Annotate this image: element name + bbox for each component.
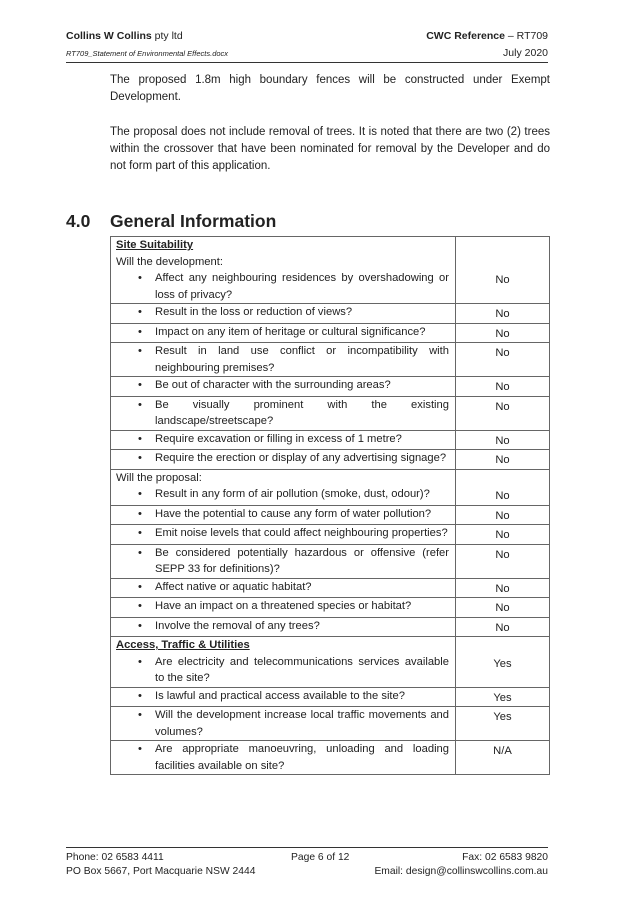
question-text: Result in any form of air pollution (smoke, dust, odour)? — [155, 488, 430, 500]
table-row — [111, 505, 550, 525]
question-cell — [111, 707, 456, 741]
company-name: Collins W Collins pty ltd — [66, 30, 183, 42]
bullet-icon: • — [138, 452, 142, 464]
table-row — [111, 237, 550, 304]
question-text: Be out of character with the surrounding areas? — [155, 379, 391, 391]
question-text: Emit noise levels that could affect neighbouring properties? — [155, 527, 448, 539]
question-cell — [111, 430, 456, 450]
question-cell — [111, 377, 456, 397]
table-row — [111, 637, 550, 688]
bullet-icon: • — [138, 507, 142, 520]
question-cell — [111, 469, 456, 505]
question-text: Result in the loss or reduction of views? — [155, 306, 353, 318]
document-filename: RT709_Statement of Environmental Effects.docx — [66, 49, 229, 58]
answer-cell: No — [456, 304, 550, 324]
question-cell — [111, 323, 456, 343]
question-cell — [111, 687, 456, 707]
table-row — [111, 377, 550, 397]
footer-email: Email: design@collinswcollins.com.au — [374, 866, 548, 877]
checklist-item — [116, 377, 449, 394]
checklist-item — [116, 304, 449, 321]
question-text: Are appropriate manoeuvring, unloading and loading facilities available on site? — [155, 743, 449, 772]
page-number: Page 6 of 12 — [291, 852, 350, 863]
answer-cell: Yes — [456, 707, 550, 741]
question-cell — [111, 617, 456, 637]
proposal-intro: Will the proposal: — [116, 471, 202, 484]
question-text: Be visually prominent with the existing landscape/streetscape? — [155, 398, 449, 427]
table-row — [111, 323, 550, 343]
table-row — [111, 396, 550, 430]
question-text: Is lawful and practical access available to the site? — [155, 689, 405, 702]
checklist-item — [116, 525, 449, 542]
answer-cell: No — [456, 323, 550, 343]
table-row — [111, 544, 550, 578]
footer-divider — [66, 847, 548, 848]
checklist-item — [116, 545, 449, 578]
question-cell — [111, 525, 456, 545]
question-cell — [111, 343, 456, 377]
bullet-icon: • — [138, 325, 142, 338]
checklist-item — [116, 450, 449, 467]
table-row — [111, 707, 550, 741]
question-text: Involve the removal of any trees? — [155, 619, 320, 632]
table-row — [111, 617, 550, 637]
answer-cell: No — [456, 377, 550, 397]
answer-cell: Yes — [456, 687, 550, 707]
answer-cell: No — [456, 578, 550, 598]
fences-paragraph: The proposed 1.8m high boundary fences will be constructed under Exempt Development. — [110, 74, 550, 103]
bullet-icon: • — [138, 580, 142, 593]
checklist-item — [116, 270, 449, 303]
table-row — [111, 598, 550, 618]
question-cell — [111, 450, 456, 470]
question-cell — [111, 544, 456, 578]
answer-cell: No — [456, 237, 550, 304]
table-row — [111, 741, 550, 775]
bullet-icon: • — [138, 272, 142, 284]
bullet-icon: • — [138, 709, 142, 721]
table-row — [111, 687, 550, 707]
table-row — [111, 450, 550, 470]
question-text: Are electricity and telecommunications services available to the site? — [155, 655, 449, 684]
footer-address: PO Box 5667, Port Macquarie NSW 2444 — [66, 866, 256, 877]
question-cell — [111, 237, 456, 304]
answer-cell: N/A — [456, 741, 550, 775]
footer-phone: Phone: 02 6583 4411 — [66, 852, 164, 863]
checklist-item — [116, 486, 449, 503]
question-text: Have the potential to cause any form of water pollution? — [155, 507, 432, 520]
answer-cell: No — [456, 617, 550, 637]
bullet-icon: • — [138, 398, 142, 411]
question-cell — [111, 741, 456, 775]
answer-cell: Yes — [456, 637, 550, 688]
question-text: Require the erection or display of any advertising signage? — [155, 452, 447, 464]
section-number: 4.0 — [66, 211, 91, 231]
question-cell — [111, 396, 456, 430]
checklist-item — [116, 431, 449, 448]
question-text: Will the development increase local traffic movements and volumes? — [155, 709, 449, 738]
question-cell — [111, 505, 456, 525]
general-information-table — [110, 236, 550, 775]
checklist-item — [116, 618, 449, 635]
checklist-item — [116, 506, 449, 523]
section-title: General Information — [110, 211, 277, 231]
document-date: July 2020 — [503, 47, 548, 59]
checklist-item — [116, 688, 449, 705]
bullet-icon: • — [138, 743, 142, 755]
bullet-icon: • — [138, 488, 142, 500]
bullet-icon: • — [138, 600, 142, 612]
answer-cell: No — [456, 450, 550, 470]
question-cell — [111, 578, 456, 598]
bullet-icon: • — [138, 689, 142, 702]
answer-cell: No — [456, 598, 550, 618]
development-intro: Will the development: — [116, 255, 223, 268]
bullet-icon: • — [138, 527, 142, 539]
answer-cell: No — [456, 396, 550, 430]
answer-cell: No — [456, 469, 550, 505]
trees-paragraph: The proposal does not include removal of trees. It is noted that there are two (2) trees within the crossover that have been nominated for removal by the Developer and do not form part of this application. — [110, 126, 550, 172]
checklist-item — [116, 707, 449, 740]
checklist-item — [116, 397, 449, 430]
question-text: Impact on any item of heritage or cultural significance? — [155, 325, 426, 338]
answer-cell: No — [456, 343, 550, 377]
bullet-icon: • — [138, 379, 142, 391]
access-traffic-title: Access, Traffic & Utilities — [116, 639, 250, 651]
checklist-item — [116, 741, 449, 774]
question-text: Be considered potentially hazardous or offensive (refer SEPP 33 for definitions)? — [155, 546, 449, 575]
table-row — [111, 525, 550, 545]
table-row — [111, 430, 550, 450]
question-text: Affect any neighbouring residences by overshadowing or loss of privacy? — [155, 272, 449, 301]
header-divider — [66, 62, 548, 63]
table-row — [111, 304, 550, 324]
question-cell — [111, 637, 456, 688]
bullet-icon: • — [138, 432, 142, 445]
site-suitability-title: Site Suitability — [116, 239, 194, 251]
table-row — [111, 578, 550, 598]
question-cell — [111, 598, 456, 618]
checklist-item — [116, 598, 449, 615]
answer-cell: No — [456, 544, 550, 578]
bullet-icon: • — [138, 306, 142, 318]
table-row — [111, 343, 550, 377]
question-cell — [111, 304, 456, 324]
bullet-icon: • — [138, 655, 142, 668]
checklist-item — [116, 654, 449, 687]
question-text: Have an impact on a threatened species or habitat? — [155, 600, 412, 612]
cwc-reference: CWC Reference – RT709 — [426, 30, 548, 42]
checklist-item — [116, 579, 449, 596]
footer-fax: Fax: 02 6583 9820 — [462, 852, 548, 863]
section-heading — [66, 211, 276, 232]
bullet-icon: • — [138, 546, 142, 559]
table-row — [111, 469, 550, 505]
bullet-icon: • — [138, 345, 142, 357]
question-text: Affect native or aquatic habitat? — [155, 580, 312, 593]
question-text: Require excavation or filling in excess of 1 metre? — [155, 432, 402, 445]
answer-cell: No — [456, 505, 550, 525]
bullet-icon: • — [138, 619, 142, 632]
checklist-item — [116, 324, 449, 341]
answer-cell: No — [456, 430, 550, 450]
answer-cell: No — [456, 525, 550, 545]
checklist-item — [116, 343, 449, 376]
question-text: Result in land use conflict or incompatibility with neighbouring premises? — [155, 345, 449, 374]
